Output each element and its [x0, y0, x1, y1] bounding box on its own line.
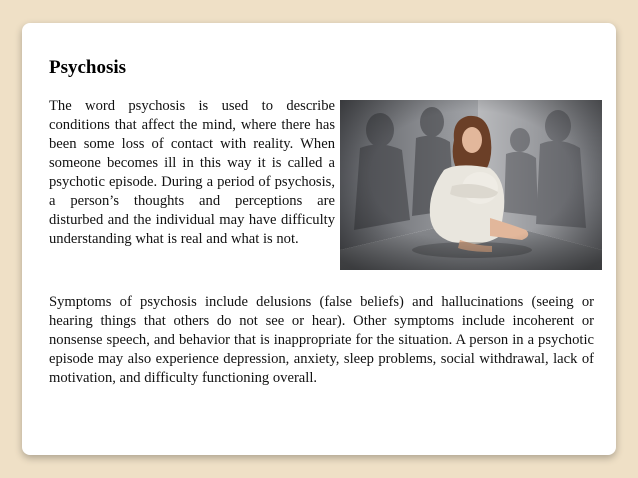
symptoms-paragraph: Symptoms of psychosis include delusions (false beliefs) and hallucinations (seeing or hearing things that others do not see or hear). Other symptoms include incoherent or nonsense speech, and behavior that is inappropriate for the situation. A person in a psychotic episode may also experience depression, anxiety, sleep problems, social withdrawal, lack of motivation, and difficulty functioning overall.: [49, 294, 594, 386]
slide-card: [22, 23, 616, 455]
slide-title: Psychosis: [49, 57, 127, 78]
intro-paragraph: The word psychosis is used to describe conditions that affect the mind, where there has been some loss of contact with reality. When someone becomes ill in this way it is called a psychotic episode. During a period of psychosis, a person’s thoughts and perceptions are disturbed and the individual may have difficulty understanding what is real and what is not.: [49, 98, 335, 247]
psychosis-photo: [340, 100, 602, 270]
